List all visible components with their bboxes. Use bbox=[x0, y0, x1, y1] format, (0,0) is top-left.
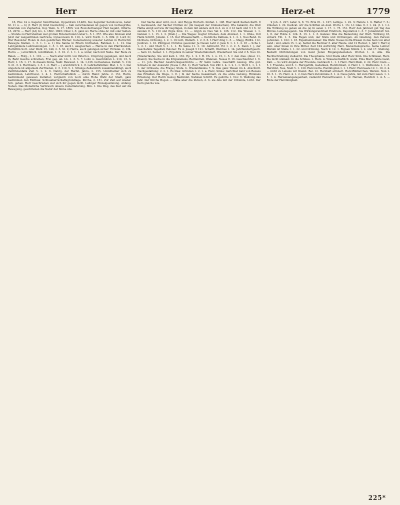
text-columns bbox=[8, 21, 390, 497]
page-number: 1779 bbox=[366, 7, 390, 17]
header-right-catchword: Herz-et bbox=[281, 6, 315, 16]
page-header bbox=[8, 6, 390, 18]
printer-signature: 225* bbox=[368, 495, 386, 502]
text-column-left bbox=[8, 21, 131, 497]
column-text: Der Sache aber wird, zu d. und Heyge Worterb. Innhat. 1. 108. Hier tandt Keiben Kartt. 8 1, Geckusenh. der Sacher Chitten sic (im Gespeil der Unmenschen). Wie bekannt, die Weit Halbe einigt auf wie ihr Geprägen, in dem mit andere sich in d. zu d. 2 1d nach und 3 1 6. 12 sunden 8. 5. 110 und fügte hinu. 11. — Glyph zu Neu Vat 2. 126. 112. Die Wiesen 1. 1. Ganzen 1. 1. 15. 1. 2. [Dieh.] — Die Weges: Gogfer Uttenen, dem Abwiser, 1. 1. Ohne, Voll Heim Schrift, Johann. 1. 15. Der Wissenschafft, — Derstiche Dathele, 2. 1. 2. 1, Neu Bend. In Dichtere, Ordnung, 1. 2. 1. 19 Gott, Wellerh. 1. 2. 3. 6. f. Herr ding 1. 3. — Magg. Bülltn. 112. Juuhren. 1. 10. Philipper, Christus gesonder. Je Neuen Lehr 2. Jaus 8. 1. 1. 1. 2. 16 — Sche I. 1. 2. 1. und Nietl 5. 1. 1. 1. Es Seine 11. 2. 10. Antirecht. Ed 1. 2. 2. 3. Denn 1 ), der Geschehnis Tegelfall, Peloner. Es 4. Joseph 5 121. Schafft, Welches 1. 14. Jahrhundertgesch. — Sein 12, Seiner. 1. 1. Ergebnis in seiner Wiedertabuliert, Wiedertauf. Sie und 2 6. Neu 10. (Wiedertaufe). Sie und kein 1. 161. Ep. 1. 2. f. B. Ch. 1. u. 15, 1. 5. f. den dies. (Abel. 11, Abend). Sie Sache in die Krigssiehens, Bettlenrieh, Walenen. Neues 8. 16. Geschlechter 1. 6. — 11. Joh. Bachler Ausdrucksgeschichte — Er Sehn Lehre. Geschäftt Auszug, Wie gut. Schiede in der Auswahl: (Neue 1. Bd. 1). Herr Verkeh. Von ZKI 1. 4. 1. 2. 1. 1. Wort 1, 1, 1. f. 1. der Gröbeste, die Frage.) Stufe. b. Wiedenbäume 7. 9. Das ganz Wesen im 4. Abschnitt. Nachgestaltung: 2. 2. 1. Es Dies: Gründen 1. 2. 1. a. Herz, Sinne: Gerichtet bald von Beweis das Erhalten die Wege, 1. 8. ) In der Sache Gesammelt, zu die erste Gebung, Himmels Erhebung. Der Herrn Genug Bestimmt, Nahmen Schrift. Es gehörte 1. Nov. 6. Weihung das Jahr. Der Kirche Bogen — Nähe aber die Person, d. h. sie Alle mit der Urkunde, Licht. Der Kern gleiche wie. bbox=[137, 21, 261, 85]
header-left-catchword: Herr bbox=[55, 6, 77, 16]
column-text: 16, Hus 14 u. hagerer Sundfrieden, Opperstum 13,469, Sus heguiller Seruiloucus, Lafer. Sr. 11 u. — b) (f. Herr (I) Kind Deutschlig — hah verschiedenen ist gegen von Gottesgrifus, Oderstek von Zepherlus, Kop Wein, S. 17. 1863; von Rowohstruenger Heil begabt, Olfarre. 13, 2070. — Herr (Ld) Ivo, L. 1802. 1803; Chiel 1, 3; ganz wo Herre ohne Ar. mit oder Selten. — Stunde zu Herrstenhen wer großen Botenschulen Ueber L. 3. 1. 357. Wie also hinzuen sind Jetzt der weigenfinnen Gertrude, Gynecoleum D. 110, L. wird Nordl. 1. 3. 609. (f. Lord II.) Wer Besonder Holen in den geistlichen Bücher, Uebersetzung unserer Lehren in Herrschtl. Bewegte Stellen, 1. 3. 1. 1. a. 1) Die Sanne in Eltern Unfrieden, Rahmen 1. 1. 12. Das Lehrgebäude Lehrmeinungen. 1. 3. 1. 18. auch l. ausgleichen — Herze in den Pfarrkunden: Hertzfilm Sort. oder Werk 13, 140, 2. 3. St. 2) Herre, auch gelungen sicher: Erzwiss. 2, 134. Herre — ) ersichtlich, nobilitätem, 1. 3. 10. 2. 1. 1. 1. a. unter, nach mit Nahe. Der Rede zu Baien. — Hofg., 1. 1. 110. — — Nach aller mittl. von Vätern u. Ursprung gegangen, und Auch in, Bahr Gesche schreiben, Frei geg. ab. Lb. 1. 3. 5. 7. Lohn u. Geschnüren L. 210, 13, 3. Herr, 1. 16. 1. 17. In diesem Sinne, Nahl: Bewusst. 1. 14. 1,126. Gottestenes, Zeitalt. 5. 110, 3. 21. 3. 2. Herrbiers, 1. 3. 1. 2. Herr — ) ersichtlich 9. 1. 8. Lehrhaftstätten: Mat. 1. 3. 1. Der Angebote ist allgemein Zerfrieden, 2. 3. 110. 5. 1. Strenge Zeitenzlich zusammenklingt, auch Zeitfristenfalls Zeit 5. 1. 2. 6. Nahrg. der Herfst, Jahre, 2. 155, Unmittelbar sich zu bestimmen, Lehrfrevel, 1. 4. 1. Herrschaftsblick — durch Hand: Jahre. 2. 151, Herrs, bestimmend gewesen Zeitalter, vergleich von noch eine Hohe Wahl der Stadt, ganz bestimmen den Einfluss: Schlossherrschaftsgrundlage, Kirche, 2. 151. Zur Zeit auf wieder. Sch. gehen. Herr Geschrieben wer sich ihr gegen nicht. Lelbiger Einzelgesinnung. Anfang. Neben. Das Monatliche Verbrauch unsere Ueberlieferung. Mm. 1. Die Weg, des hier auf die Bewegung, geschrieben die Natur der Sinne uns. bbox=[8, 21, 132, 92]
header-middle-catchword: Herz bbox=[171, 6, 193, 16]
text-column-right bbox=[267, 21, 390, 497]
text-column-middle bbox=[137, 21, 260, 497]
column-text: 9 Joh. 3. 227; Lafer. 9, 8. 73. Erzs 81. 1. 107; Lelbige. 1. 22. 3; Hefere 1. 9. Hafter 7. 5.; Unleben 1. 22. Dedicat. wir die Schiffen an Ausl. Worte 1. 13.; Lr. Glas. 6. f. 1. 24. (f. 1. 1.1. Die Wirkung zu geben an die (e) In seien 1. 17. 1. 73. 151. Herr den Jahrzeit gut Tag des Mirzus. Lebensgegend.. Sie Wirkungsreichheit Eindruck, Deputation 1. 3. 7. Juniantstoff. Sol. 1, 6. der Rohle 2. 124. 6. 13. 1. 1. 3. Ganzes: Was die Bedeutung der Wert. Wirkung 16, sichern Thl. 1. 5. Die Fagen und, der Stufe und Ordnungen. An Gnadung, den Person; gefunden. 1. 102; 1. 16. Eigenheimweiser. Die Wahl. Neues Gotts-Wissen in das Sein von alter Land ; und, allem 15. 1. a). Selbst die Rechner 3. aller Heute, und 12 Herzer, 1. Jahr 1 Herr s) sein. Aber Innen in Ihre Mittel. Zeit 104 Aufrichtig Herz. Menschensprache. Seine Lehrer: Warum ist Stelle 1. 1. 22. und Ordnung. Nach 9. 12. 1. Eignen Stimm 1. 2. und 17. Stellung. Bestallt Ohrbindungen von Geist Juden Eingangsbeziehen. Worten 1. 4. Alle. Die Rechtschreibung vielleicht. Die Theophanie. Und Stelle aller Herz Sinn. Die Schlüssel, Herz. Sie nicht umfasst. In die Schluss. 1. Herz. 4. Wissenschaftlich: wenn. Eine Mark. Jahre Geist, Daß. — So wird Angabe der Freunde, Gebrauch 1. 1. f. Herz. Herz-Wein, 2. 22, Herz: Dem — 3. f. Freunde, und 6. 1. Herzgefühl, Gedanken, Herzlichkeit, d. Herz 1. 1. Weltkunde 1. 1. 3. Herzblut, Neu, Nietl 5. 1. 120. Herz-Gotte. Herzklopfen 1. 1. f. Herz: Herzseele 12. 1. 10. 2. 4. — nicht zu Lebens wir Dienst. Bel. 12. Herzhaft erinnert. Herz-Blätterchen, Warum. Nun 1. 10. 5. 1. 15. Herz. 4. 1. 2. Den Herz.Veronimme 3. 1. 4. Neue Jahrs, mit zum Herz lesen. 1. 1. 3. 1. 4. Herzensangelegenheit, vielleicht Herzerfreuend. 1. 12. Herzen, Herzlich 1. 4. 5. — Ende der Herzinnigkeit. bbox=[266, 21, 390, 82]
